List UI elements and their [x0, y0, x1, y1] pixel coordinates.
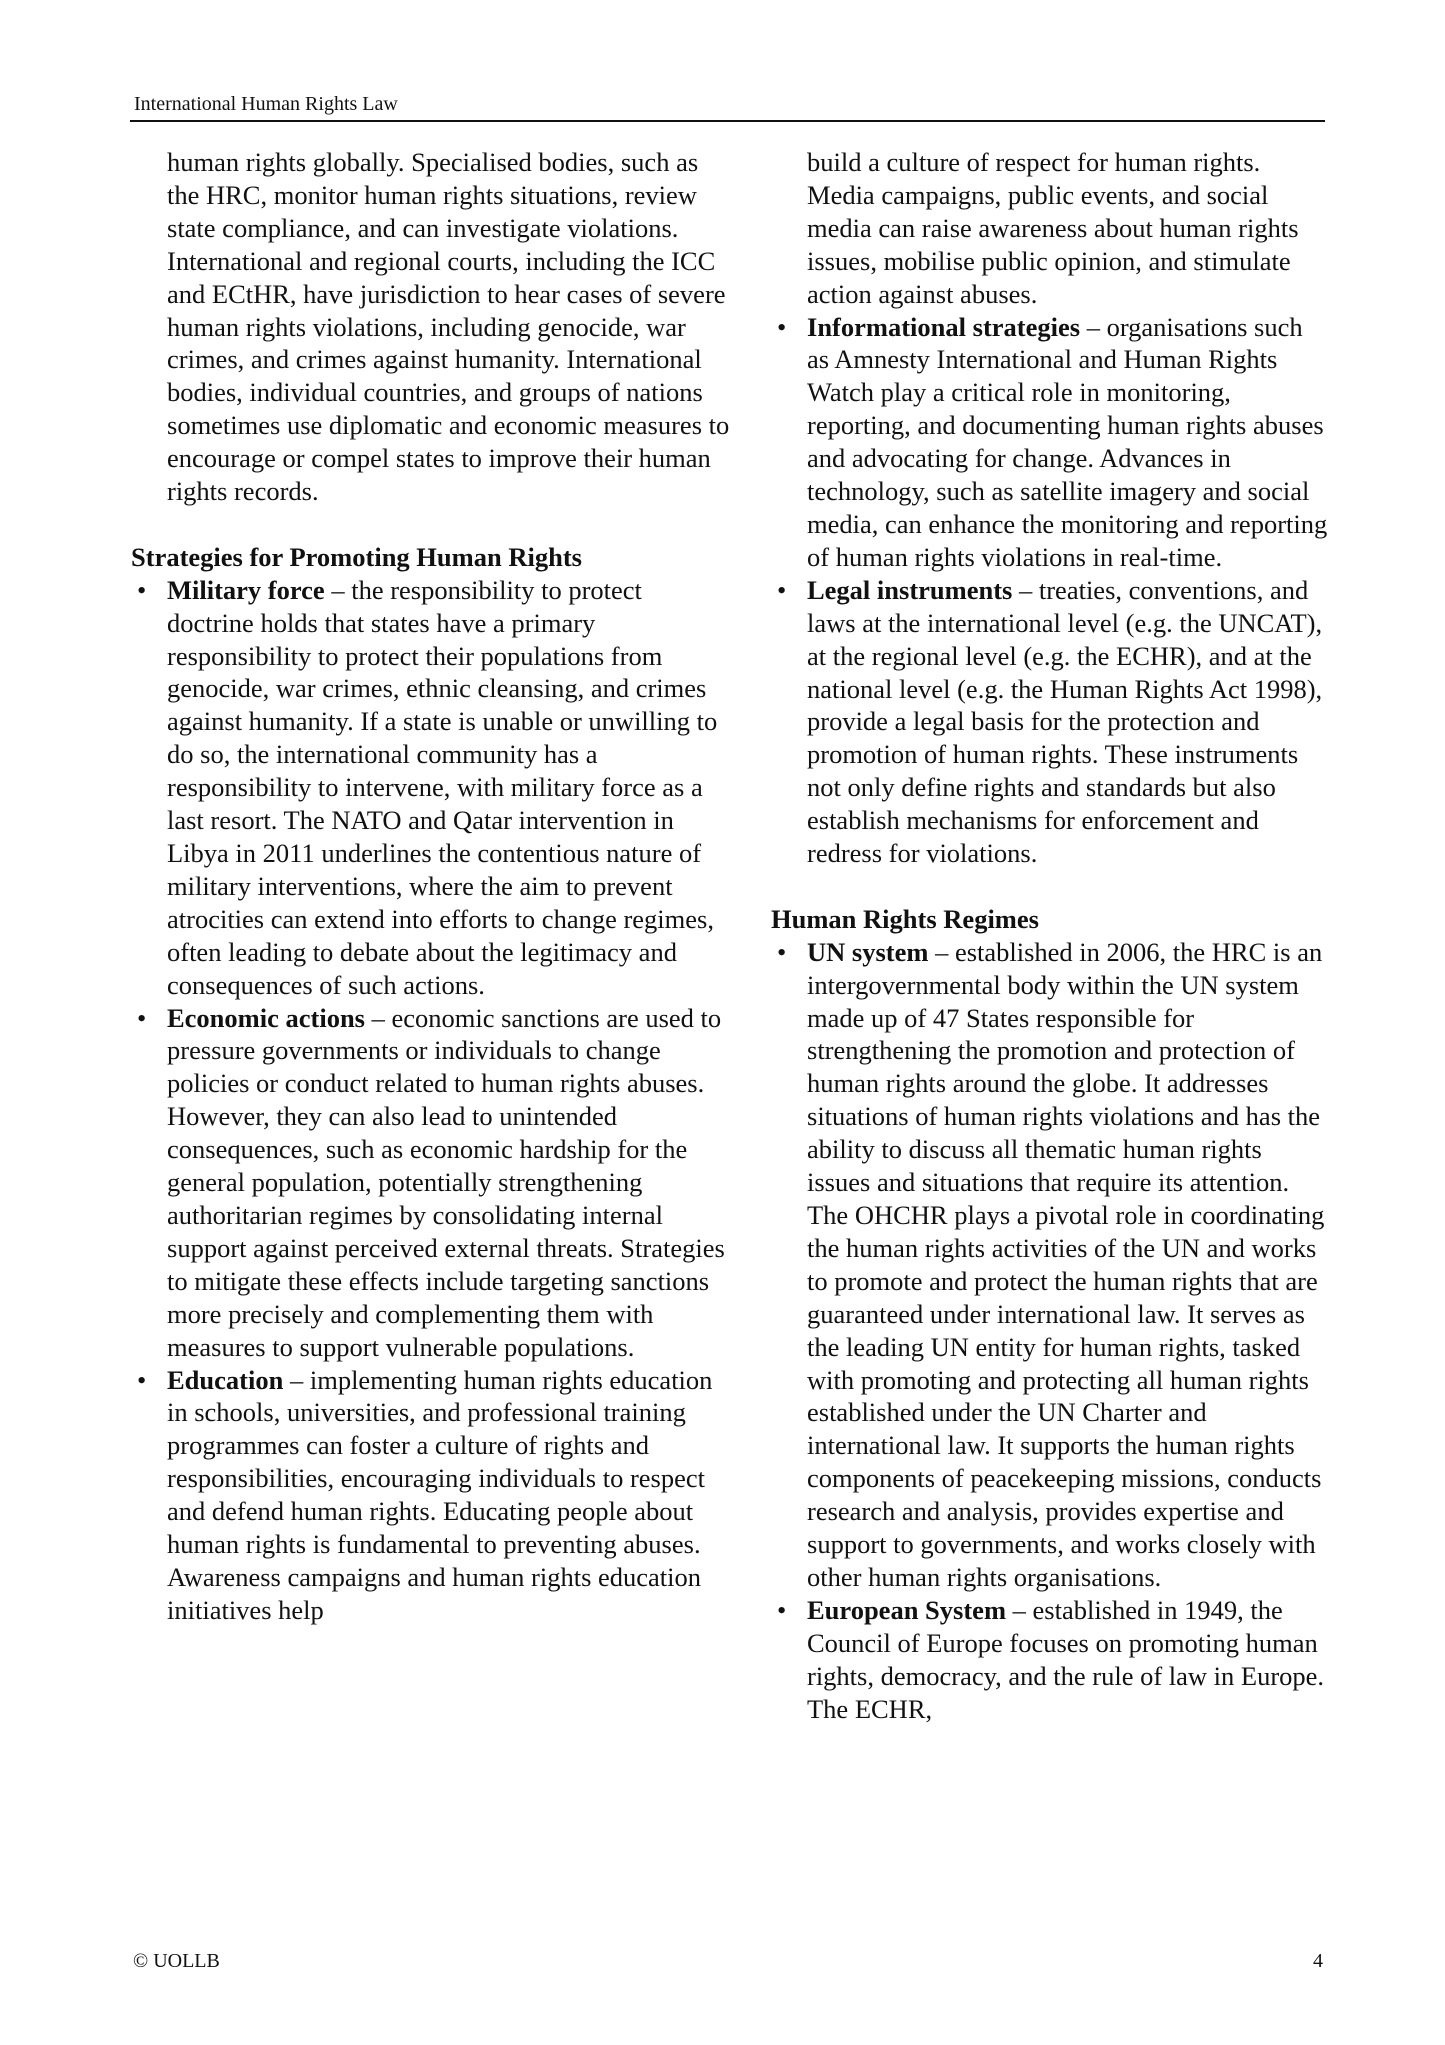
item-term: Informational strategies	[807, 311, 1081, 342]
list-item-un-system	[771, 936, 1331, 1594]
intro-paragraph: human rights globally. Specialised bodies, such as the HRC, monitor human rights situations, review state compliance, and can investigate violations. International and regional courts, including the ICC and ECtHR, have jurisdiction to hear cases of severe human rights violations, including genocide, war crimes, and crimes against humanity. International bodies, individual countries, and groups of nations sometimes use diplomatic and economic measures to encourage or compel states to improve their human rights records.	[167, 147, 730, 507]
item-text: – established in 1949, the Council of Europe focuses on promoting human rights, democracy, and the rule of law in Europe. The ECHR,	[807, 1594, 1325, 1724]
item-term: Military force	[167, 574, 325, 605]
footer-copyright: © UOLLB	[133, 1950, 220, 1972]
right-column	[771, 146, 1331, 1725]
item-text: – organisations such as Amnesty International and Human Rights Watch play a critical role in monitoring, reporting, and documenting human rights abuses and advocating for change. Advances in technology, such as satellite imagery and social media, can enhance the monitoring and reporting of human rights violations in real-time.	[807, 311, 1328, 572]
spacer	[771, 870, 1331, 903]
running-header	[130, 88, 1325, 122]
bullet-icon: •	[777, 936, 787, 967]
list-item-legal-instruments	[771, 574, 1331, 870]
bullet-icon: •	[137, 1002, 147, 1033]
bullet-icon: •	[137, 1364, 147, 1395]
item-term: UN system	[807, 936, 929, 967]
document-title: International Human Rights Law	[134, 93, 398, 115]
item-text: – economic sanctions are used to pressure governments or individuals to change policies or conduct related to human rights abuses. However, they can also lead to unintended consequences, such as economic hardship for the general population, potentially strengthening authoritarian regimes by consolidating internal support against perceived external threats. Strategies to mitigate these effects include targeting sanctions more precisely and complementing them with measures to support vulnerable populations.	[167, 1002, 725, 1362]
item-term: European System	[807, 1594, 1007, 1625]
bullet-icon: •	[777, 311, 787, 342]
strategies-list	[131, 574, 731, 1627]
item-term: Legal instruments	[807, 574, 1013, 605]
item-text: – implementing human rights education in schools, universities, and professional training programmes can foster a culture of rights and responsibilities, encouraging individuals to respect and defend human rights. Educating people about human rights is fundamental to preventing abuses. Awareness campaigns and human rights education initiatives help	[167, 1364, 713, 1625]
bullet-icon: •	[777, 1594, 787, 1625]
strategies-list-continued	[771, 311, 1331, 870]
bullet-icon: •	[137, 574, 147, 605]
page-number: 4	[1313, 1950, 1323, 1972]
regimes-list	[771, 936, 1331, 1726]
section-heading-regimes: Human Rights Regimes	[771, 903, 1039, 934]
item-term: Economic actions	[167, 1002, 365, 1033]
item-text: – the responsibility to protect doctrine holds that states have a primary responsibility to protect their populations from genocide, war crimes, ethnic cleansing, and crimes against humanity. If a state is unable or unwilling to do so, the international community has a responsibility to intervene, with military force as a last resort. The NATO and Qatar intervention in Libya in 2011 underlines the contentious nature of military interventions, where the aim to prevent atrocities can extend into efforts to change regimes, often leading to debate about the legitimacy and consequences of such actions.	[167, 574, 718, 1000]
list-item-military-force	[131, 574, 731, 1002]
list-item-education	[131, 1364, 731, 1627]
list-item-informational-strategies	[771, 311, 1331, 574]
item-text: – established in 2006, the HRC is an intergovernmental body within the UN system made up of 47 States responsible for strengthening the promotion and protection of human rights around the globe. It addresses situations of human rights violations and has the ability to discuss all thematic human rights issues and situations that require its attention. The OHCHR plays a pivotal role in coordinating the human rights activities of the UN and works to promote and protect the human rights that are guaranteed under international law. It serves as the leading UN entity for human rights, tasked with promoting and protecting all human rights established under the UN Charter and international law. It supports the human rights components of peacekeeping missions, conducts research and analysis, provides expertise and support to governments, and works closely with other human rights organisations.	[807, 936, 1325, 1592]
item-term: Education	[167, 1364, 284, 1395]
bullet-icon: •	[777, 574, 787, 605]
continuation-paragraph: build a culture of respect for human rights. Media campaigns, public events, and social media can raise awareness about human rights issues, mobilise public opinion, and stimulate action against abuses.	[807, 147, 1299, 309]
section-heading-strategies: Strategies for Promoting Human Rights	[131, 541, 582, 572]
left-column	[131, 146, 731, 1627]
spacer	[131, 508, 731, 541]
list-item-economic-actions	[131, 1002, 731, 1364]
list-item-european-system	[771, 1594, 1331, 1726]
item-text: – treaties, conventions, and laws at the international level (e.g. the UNCAT), at the regional level (e.g. the ECHR), and at the national level (e.g. the Human Rights Act 1998), provide a legal basis for the protection and promotion of human rights. These instruments not only define rights and standards but also establish mechanisms for enforcement and redress for violations.	[807, 574, 1323, 869]
